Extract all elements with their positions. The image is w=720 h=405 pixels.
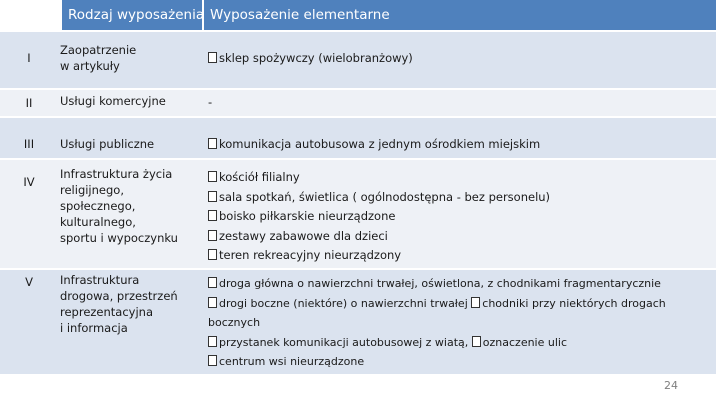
bullet-box-icon: [208, 52, 217, 63]
header-elementary-equipment: Wyposażenie elementarne: [204, 0, 716, 30]
list-item: drogi boczne (niektóre) o nawierzchni trwałej chodniki przy niektórych drogach: [208, 294, 716, 314]
table-row: [0, 270, 716, 374]
row-number: IV: [23, 175, 35, 189]
bullet-box-icon: [208, 210, 217, 221]
row-items: [208, 168, 716, 266]
bullet-box-icon: [472, 336, 481, 347]
bullet-box-icon: [208, 191, 217, 202]
row-type: Infrastruktura drogowa, przestrzeń reprezentacyjna i informacja: [60, 273, 178, 335]
bullet-box-icon: [208, 297, 217, 308]
list-item: boisko piłkarskie nieurządzone: [208, 207, 716, 227]
bullet-box-icon: [208, 336, 217, 347]
table-header: [0, 0, 716, 30]
list-item: sklep spożywczy (wielobranżowy): [208, 50, 716, 66]
list-item: kościół filialny: [208, 168, 716, 188]
bullet-box-icon: [208, 138, 217, 149]
list-item: centrum wsi nieurządzone: [208, 352, 716, 372]
bullet-box-icon: [208, 277, 217, 288]
list-item: -: [208, 95, 213, 109]
list-item-continuation: bocznych: [208, 316, 261, 329]
list-item: komunikacja autobusowa z jednym ośrodkiem miejskim: [208, 136, 716, 152]
row-items: [208, 136, 716, 152]
list-item: droga główna o nawierzchni trwałej, oświetlona, z chodnikami fragmentarycznie: [208, 274, 716, 294]
table-row: [0, 32, 716, 88]
header-blank-cell: [0, 0, 60, 30]
bullet-box-icon: [471, 297, 480, 308]
row-type: Usługi komercyjne: [60, 94, 166, 108]
table-row: [0, 90, 716, 116]
row-number: II: [25, 96, 33, 110]
row-type: Infrastruktura życia religijnego, społecznego, kulturalnego, sportu i wypoczynku: [60, 167, 178, 245]
list-item: przystanek komunikacji autobusowej z wiatą, oznaczenie ulic: [208, 333, 716, 353]
list-item: sala spotkań, świetlica ( ogólnodostępna - bez personelu): [208, 188, 716, 208]
row-items: [208, 94, 716, 110]
row-type: Zaopatrzenie w artykuły: [60, 43, 137, 73]
list-item: zestawy zabawowe dla dzieci: [208, 227, 716, 247]
table-row: [0, 160, 716, 268]
row-type: Usługi publiczne: [60, 137, 155, 151]
page-number: 24: [664, 379, 678, 392]
row-items: [208, 274, 716, 372]
bullet-box-icon: [208, 171, 217, 182]
row-items: [208, 50, 716, 66]
bullet-box-icon: [208, 230, 217, 241]
row-number: V: [25, 275, 33, 289]
table-row: [0, 118, 716, 158]
list-item: teren rekreacyjny nieurządzony: [208, 246, 716, 266]
bullet-box-icon: [208, 355, 217, 366]
row-number: I: [27, 51, 31, 65]
bullet-box-icon: [208, 249, 217, 260]
row-number: III: [23, 137, 35, 151]
header-equipment-type: Rodzaj wyposażenia: [62, 0, 202, 30]
